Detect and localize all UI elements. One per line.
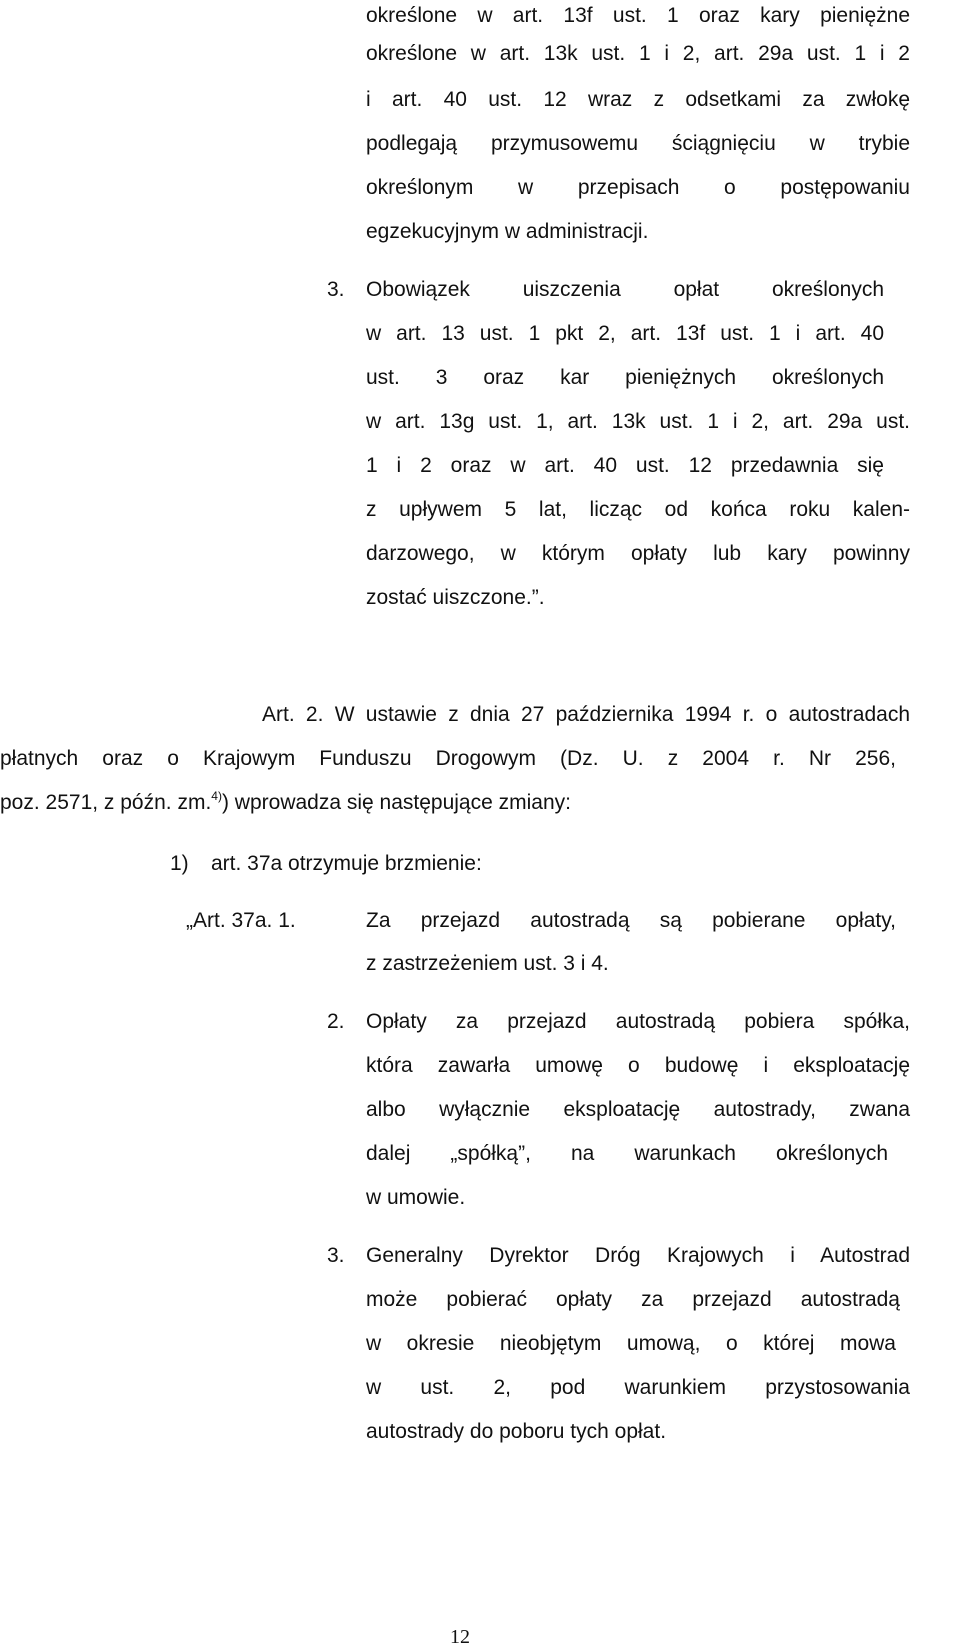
text-line: w okresie nieobjętym umową, o której mowa (366, 1332, 896, 1355)
text-line: która zawarła umowę o budowę i eksploatację (366, 1054, 910, 1077)
text-line: albo wyłącznie eksploatację autostrady, zwana (366, 1098, 910, 1121)
article-2-heading-line: Art. 2. W ustawie z dnia 27 października 1994 r. o autostradach (262, 703, 910, 726)
text-line: i art. 40 ust. 12 wraz z odsetkami za zwłokę (366, 88, 910, 111)
text-line: Obowiązek uiszczenia opłat określonych (366, 278, 884, 301)
text-line: z zastrzeżeniem ust. 3 i 4. (366, 952, 609, 975)
text-line: ust. 3 oraz kar pieniężnych określonych (366, 366, 884, 389)
point-number: 3. (327, 278, 345, 301)
text-line: określone w art. 13k ust. 1 i 2, art. 29a ust. 1 i 2 (366, 42, 910, 65)
item-label: 1) (170, 852, 189, 875)
text-line: Generalny Dyrektor Dróg Krajowych i Autostrad (366, 1244, 910, 1267)
page-number: 12 (450, 1626, 470, 1648)
article-37a-heading: „Art. 37a. 1. (186, 909, 296, 932)
text-line: Za przejazd autostradą są pobierane opłaty, (366, 909, 896, 932)
text-line: płatnych oraz o Krajowym Funduszu Drogowym (Dz. U. z 2004 r. Nr 256, (0, 747, 896, 770)
text-line (0, 789, 571, 817)
paragraph-number: 2. (327, 1010, 345, 1033)
text-line: określone w art. 13f ust. 1 oraz kary pieniężne (366, 4, 910, 27)
text-line: w umowie. (366, 1186, 466, 1209)
footnote-reference: 4) (211, 789, 222, 803)
text-line: darzowego, w którym opłaty lub kary powinny (366, 542, 910, 565)
text-line: podlegają przymusowemu ściągnięciu w trybie (366, 132, 910, 155)
text-line: w art. 13g ust. 1, art. 13k ust. 1 i 2, art. 29a ust. (366, 410, 910, 433)
text-line: określonym w przepisach o postępowaniu (366, 176, 910, 199)
text-line: dalej „spółką”, na warunkach określonych (366, 1142, 888, 1165)
text-line: egzekucyjnym w administracji. (366, 220, 649, 243)
paragraph-number: 3. (327, 1244, 345, 1267)
text-line: z upływem 5 lat, licząc od końca roku kalen- (366, 498, 910, 521)
text-fragment: poz. 2571, z późn. zm. (0, 791, 212, 814)
text-fragment: ) wprowadza się następujące zmiany: (221, 791, 571, 814)
text-line: w art. 13 ust. 1 pkt 2, art. 13f ust. 1 i art. 40 (366, 322, 884, 345)
text-line: art. 37a otrzymuje brzmienie: (211, 852, 482, 875)
text-line: 1 i 2 oraz w art. 40 ust. 12 przedawnia się (366, 454, 884, 477)
text-line: autostrady do poboru tych opłat. (366, 1420, 667, 1443)
text-line: w ust. 2, pod warunkiem przystosowania (366, 1376, 910, 1399)
text-line: Opłaty za przejazd autostradą pobiera spółka, (366, 1010, 910, 1033)
text-line: zostać uiszczone.”. (366, 586, 545, 609)
text-line: może pobierać opłaty za przejazd autostradą (366, 1288, 900, 1311)
